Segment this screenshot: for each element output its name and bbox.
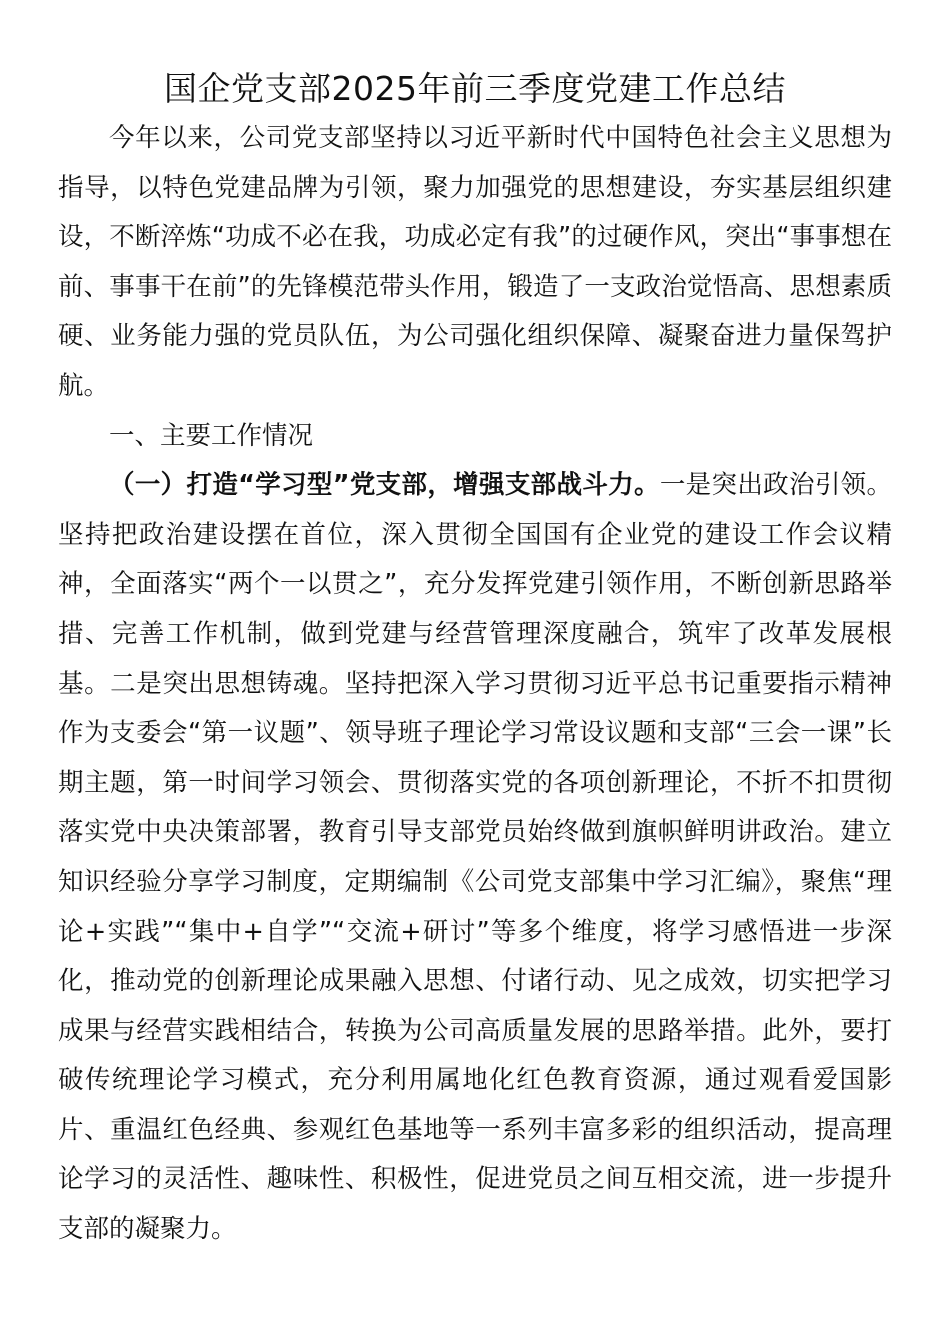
section-heading: 一、主要工作情况	[109, 420, 314, 451]
subsection-paragraph	[58, 461, 892, 1255]
document-body	[58, 114, 892, 1255]
subsection-body: 一是突出政治引领。坚持把政治建设摆在首位，深入贯彻全国国有企业党的建设工作会议精神，全面落实“两个一以贯之”，充分发挥党建引领作用，不断创新思路举措、完善工作机制，做到党建与经营管理深度融合，筑牢了改革发展根基。二是突出思想铸魂。坚持把深入学习贯彻习近平总书记重要指示精神作为支委会“第一议题”、领导班子理论学习常设议题和支部“三会一课”长期主题，第一时间学习领会、贯彻落实党的各项创新理论，不折不扣贯彻落实党中央决策部署，教育引导支部党员始终做到旗帜鲜明讲政治。建立知识经验分享学习制度，定期编制《公司党支部集中学习汇编》，聚焦“理论+实践”“集中+自学”“交流+研讨”等多个维度，将学习感悟进一步深化，推动党的创新理论成果融入思想、付诸行动、见之成效，切实把学习成果与经营实践相结合，转换为公司高质量发展的思路举措。此外，要打破传统理论学习模式，充分利用属地化红色教育资源，通过观看爱国影片、重温红色经典、参观红色基地等一系列丰富多彩的组织活动，提高理论学习的灵活性、趣味性、积极性，促进党员之间互相交流，进一步提升支部的凝聚力。	[58, 470, 892, 1245]
subsection-title: （一）打造“学习型”党支部，增强支部战斗力。	[109, 470, 660, 501]
document-title: 国企党支部2025年前三季度党建工作总结	[164, 69, 786, 108]
intro-paragraph: 今年以来，公司党支部坚持以习近平新时代中国特色社会主义思想为指导，以特色党建品牌为引领，聚力加强党的思想建设，夯实基层组织建设，不断淬炼“功成不必在我，功成必定有我”的过硬作风，突出“事事想在前、事事干在前”的先锋模范带头作用，锻造了一支政治觉悟高、思想素质硬、业务能力强的党员队伍，为公司强化组织保障、凝聚奋进力量保驾护航。	[58, 123, 892, 401]
